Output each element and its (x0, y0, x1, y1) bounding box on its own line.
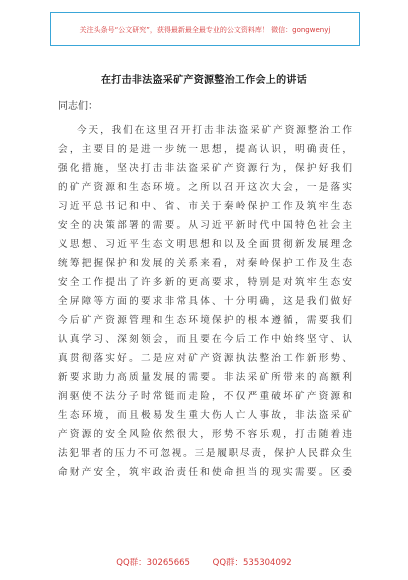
body-line: 义思想、习近平生态文明思想和以及全面贯彻新发展理念 (58, 239, 352, 250)
body-line: 命财产安全，筑牢政治责任和使命担当的现实需要。区委 (58, 467, 352, 478)
promo-banner: 关注头条号“公文研究”，获得最新最全最专业的公文资料库！ 微信：gongwenyj (50, 12, 360, 46)
body-line: 习近平总书记和中、省、市关于秦岭保护工作及筑牢生态 (58, 201, 352, 212)
body-line: 会，主要目的是进一步统一思想，提高认识，明确责任， (58, 144, 352, 155)
body-line: 今天，我们在这里召开打击非法盗采矿产资源整治工作 (77, 125, 352, 136)
footer-qq-group-1: QQ群：30265665 (116, 558, 190, 568)
body-line: 法犯罪者的压力不可忽视。三是履职尽责，保护人民群众生 (58, 448, 352, 459)
body-line: 产资源的安全风险依然很大，形势不容乐观，打击随着违 (58, 429, 352, 440)
body-line: 生态环境，而且极易发生重大伤人亡人事故，非法盗采矿 (58, 410, 352, 421)
body-line: 真贯彻落实好。二是应对矿产资源执法整治工作新形势、 (58, 353, 352, 364)
document-title: 在打击非法盗采矿产资源整治工作会上的讲话 (101, 75, 307, 86)
body-line: 统筹把握保护和发展的关系来看，对秦岭保护工作及生态 (58, 258, 352, 269)
body-line: 全屏障等方面的要求非常具体、十分明确，这是我们做好 (58, 296, 352, 307)
body-line: 强化措施，坚决打击非法盗采矿产资源行为，保护好我们 (58, 163, 352, 174)
body-line: 新要求助力高质量发展的需要。非法采矿所带来的高额利 (58, 372, 352, 383)
footer-qq-group-2: QQ群：535304092 (212, 558, 292, 568)
body-line: 今后矿产资源管理和生态环境保护的根本遵循，需要我们 (58, 315, 352, 326)
body-line: 安全的决策部署的需要。从习近平新时代中国特色社会主 (58, 220, 352, 231)
body-line: 安全工作提出了许多新的更高要求，特别是对筑牢生态安 (58, 277, 352, 288)
body-line: 认真学习、深刻领会，而且要在今后工作中始终坚守、认 (58, 334, 352, 345)
salutation: 同志们： (58, 101, 98, 112)
footer (0, 556, 408, 568)
body-line: 的矿产资源和生态环境。之所以召开这次大会，一是落实 (58, 182, 352, 193)
body-line: 润驱使不法分子时常铤而走险，不仅严重破坏矿产资源和 (58, 391, 352, 402)
document-body (58, 121, 352, 482)
